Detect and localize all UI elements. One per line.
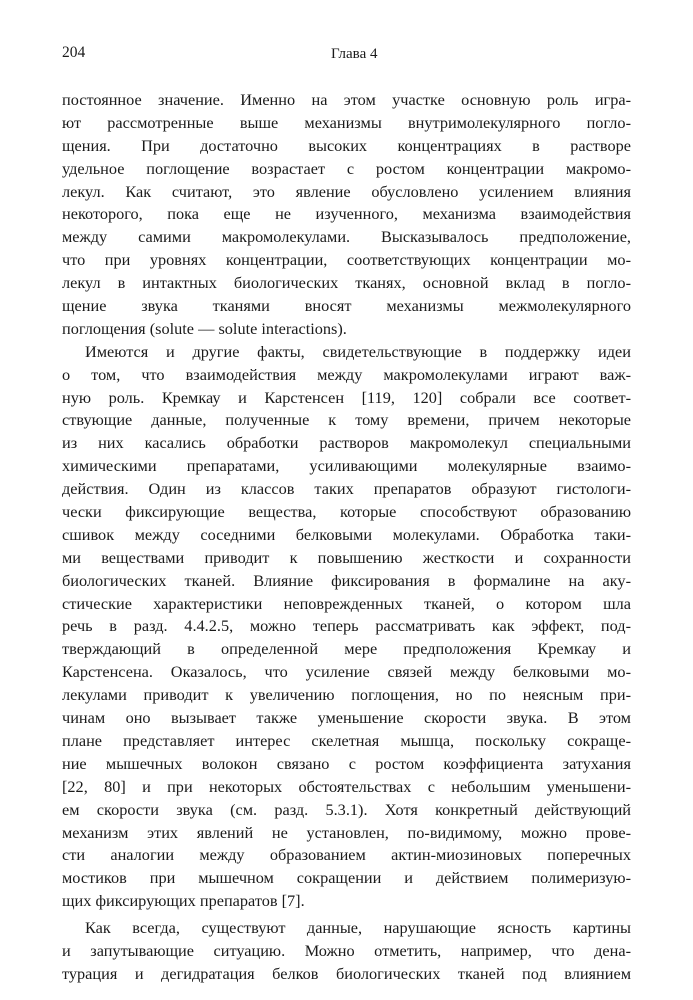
text-line: между самими макромолекулами. Высказывалось предположение, — [62, 227, 631, 247]
running-head: Глава 4 — [331, 46, 378, 62]
text-line: турация и дегидратация белков биологических тканей под влиянием — [62, 963, 631, 983]
text-line: ствующие данные, полученные к тому времени, причем некоторые — [62, 410, 631, 430]
text-line: [22, 80] и при некоторых обстоятельствах с небольшим уменьшени- — [62, 776, 631, 796]
text-line: чески фиксирующие вещества, которые способствуют образованию — [62, 502, 631, 522]
text-line: ем скорости звука (см. разд. 5.3.1). Хотя конкретный действующий — [62, 799, 631, 819]
text-line: лекул в интактных биологических тканях, основной вклад в погло- — [62, 273, 631, 293]
paragraph-1 — [62, 89, 631, 341]
text-line: некоторого, пока еще не изученного, механизма взаимодействия — [62, 204, 631, 224]
text-line: Карстенсена. Оказалось, что усиление связей между белковыми мо- — [62, 662, 631, 682]
text-line: Как всегда, существуют данные, нарушающие ясность картины — [85, 918, 631, 938]
text-line: щих фиксирующих препаратов [7]. — [62, 891, 305, 911]
text-line: механизм этих явлений не установлен, по-видимому, можно прове- — [62, 822, 631, 842]
text-line: ют рассмотренные выше механизмы внутримолекулярного погло- — [62, 112, 631, 132]
text-line: и запутывающие ситуацию. Можно отметить, например, что дена- — [62, 940, 631, 960]
text-line: речь в разд. 4.4.2.5, можно теперь рассматривать как эффект, под- — [62, 616, 631, 636]
text-line: щения. При достаточно высоких концентрациях в растворе — [62, 135, 631, 155]
text-line: тверждающий в определенной мере предположения Кремкау и — [62, 639, 631, 659]
text-line: действия. Один из классов таких препаратов образуют гистологи- — [62, 479, 631, 499]
text-line: ную роль. Кремкау и Карстенсен [119, 120] собрали все соответ- — [62, 387, 631, 407]
text-line: о том, что взаимодействия между макромолекулами играют важ- — [62, 364, 631, 384]
text-line: лекулами приводит к увеличению поглощения, но по неясным при- — [62, 685, 631, 705]
paragraph-3 — [62, 917, 631, 986]
text-line: что при уровнях концентрации, соответствующих концентрации мо- — [62, 250, 631, 270]
text-line: плане представляет интерес скелетная мышца, поскольку сокраще- — [62, 730, 631, 750]
page-number: 204 — [62, 44, 86, 61]
text-line: удельное поглощение возрастает с ростом концентрации макромо- — [62, 158, 631, 178]
paragraph-2 — [62, 341, 631, 913]
text-line: сшивок между соседними белковыми молекулами. Обработка таки- — [62, 524, 631, 544]
text-line: поглощения (solute — solute interactions). — [62, 318, 347, 338]
text-line: щение звука тканями вносят механизмы межмолекулярного — [62, 296, 631, 316]
text-line: Имеются и другие факты, свидетельствующие в поддержку идеи — [85, 341, 631, 361]
text-line: постоянное значение. Именно на этом участке основную роль игра- — [62, 90, 631, 109]
body-text — [62, 89, 631, 986]
text-line: лекул. Как считают, это явление обусловлено усилением влияния — [62, 181, 631, 201]
text-line: химическими препаратами, усиливающими молекулярные взаимо- — [62, 456, 631, 476]
text-line: стические характеристики неповрежденных тканей, о котором шла — [62, 593, 631, 613]
text-line: ние мышечных волокон связано с ростом коэффициента затухания — [62, 753, 631, 773]
text-line: ми веществами приводит к повышению жесткости и сохранности — [62, 547, 631, 567]
text-line: сти аналогии между образованием актин-миозиновых поперечных — [62, 845, 631, 865]
text-line: мостиков при мышечном сокращении и действием полимеризую- — [62, 868, 631, 888]
text-line: биологических тканей. Влияние фиксирования в формалине на аку- — [62, 570, 631, 590]
text-line: чинам оно вызывает также уменьшение скорости звука. В этом — [62, 708, 631, 728]
text-line: из них касались обработки растворов макромолекул специальными — [62, 433, 631, 453]
